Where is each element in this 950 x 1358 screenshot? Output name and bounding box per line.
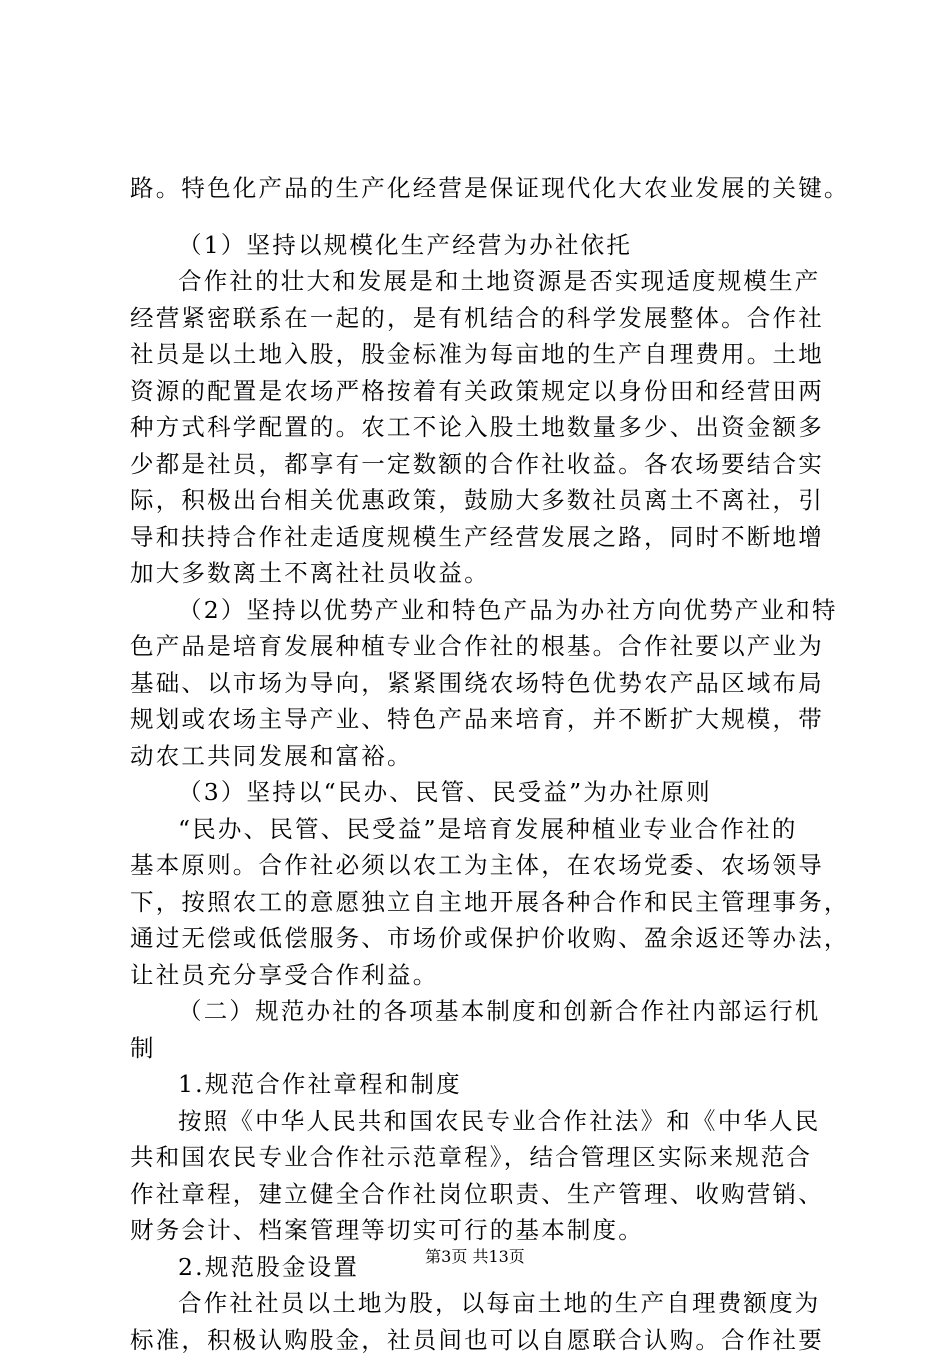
subheading: （2）坚持以优势产业和特色产品为办社方向优势产业和特 [130, 592, 830, 629]
text-line: 动农工共同发展和富裕。 [130, 738, 830, 775]
text-line: 加大多数离土不离社社员收益。 [130, 555, 830, 592]
text-line: 色产品是培育发展种植专业合作社的根基。合作社要以产业为 [130, 628, 830, 665]
section-heading-cont: 制 [130, 1030, 830, 1067]
text-line: 基本原则。合作社必须以农工为主体，在农场党委、农场领导 [130, 847, 830, 884]
text-line: 社员是以土地入股，股金标准为每亩地的生产自理费用。土地 [130, 336, 830, 373]
text-line: 按照《中华人民共和国农民专业合作社法》和《中华人民 [130, 1103, 830, 1140]
text-line: “民办、民管、民受益”是培育发展种植业专业合作社的 [130, 811, 830, 848]
text-line: 种方式科学配置的。农工不论入股土地数量多少、出资金额多 [130, 409, 830, 446]
text-line: 规划或农场主导产业、特色产品来培育，并不断扩大规模，带 [130, 701, 830, 738]
text-line: 共和国农民专业合作社示范章程》，结合管理区实际来规范合 [130, 1139, 830, 1176]
text-line: 少都是社员，都享有一定数额的合作社收益。各农场要结合实 [130, 446, 830, 483]
text-line: 合作社社员以土地为股，以每亩土地的生产自理费额度为 [130, 1285, 830, 1322]
text-line: 合作社的壮大和发展是和土地资源是否实现适度规模生产 [130, 263, 830, 300]
section-heading: （二）规范办社的各项基本制度和创新合作社内部运行机 [130, 993, 830, 1030]
text-line: 作社章程，建立健全合作社岗位职责、生产管理、收购营销、 [130, 1176, 830, 1213]
text-line: 让社员充分享受合作利益。 [130, 957, 830, 994]
text-line: 经营紧密联系在一起的，是有机结合的科学发展整体。合作社 [130, 300, 830, 337]
text-line: 下，按照农工的意愿独立自主地开展各种合作和民主管理事务， [130, 884, 830, 921]
text-line: 资源的配置是农场严格按着有关政策规定以身份田和经营田两 [130, 373, 830, 410]
text-line: 导和扶持合作社走适度规模生产经营发展之路，同时不断地增 [130, 519, 830, 556]
subheading: （1）坚持以规模化生产经营为办社依托 [130, 227, 830, 264]
body-text [130, 170, 830, 1358]
text-line: 标准，积极认购股金，社员间也可以自愿联合认购。合作社要 [130, 1322, 830, 1358]
text-line: 财务会计、档案管理等切实可行的基本制度。 [130, 1212, 830, 1249]
text-line: 通过无偿或低偿服务、市场价或保护价收购、盈余返还等办法， [130, 920, 830, 957]
text-line: 际，积极出台相关优惠政策，鼓励大多数社员离土不离社，引 [130, 482, 830, 519]
text-line: 路。特色化产品的生产化经营是保证现代化大农业发展的关键。 [130, 170, 830, 207]
text-line: 基础、以市场为导向，紧紧围绕农场特色优势农产品区域布局 [130, 665, 830, 702]
page-footer: 第3页 共13页 [0, 1244, 950, 1267]
subheading: 1.规范合作社章程和制度 [130, 1066, 830, 1103]
subheading: （3）坚持以“民办、民管、民受益”为办社原则 [130, 774, 830, 811]
subheading: 2.规范股金设置 [130, 1249, 830, 1286]
